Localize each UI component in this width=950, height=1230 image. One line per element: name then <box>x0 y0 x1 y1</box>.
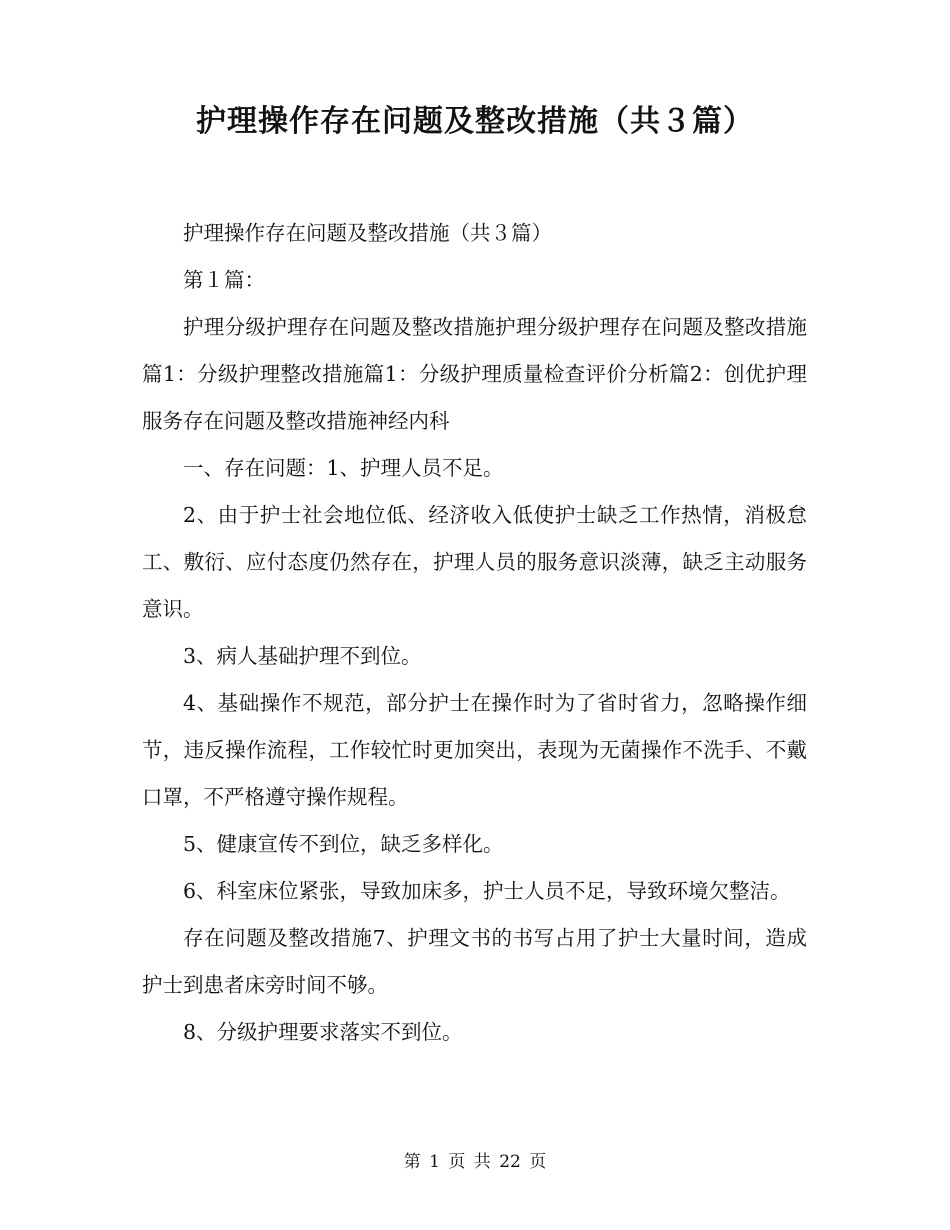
paragraph-item-7: 存在问题及整改措施7、护理文书的书写占用了护士大量时间，造成护士到患者床旁时间不够。 <box>142 926 807 997</box>
paragraph-item-4: 4、基础操作不规范，部分护士在操作时为了省时省力，忽略操作细节，违反操作流程，工作较忙时更加突出，表现为无菌操作不洗手、不戴口罩，不严格遵守操作规程。 <box>142 691 807 809</box>
paragraph-subtitle: 护理操作存在问题及整改措施（共３篇） <box>183 221 552 245</box>
paragraph-item-1: 一、存在问题：1、护理人员不足。 <box>183 456 504 480</box>
paragraph-item-5: 5、健康宣传不到位，缺乏多样化。 <box>183 832 504 856</box>
paragraph-item-8: 8、分级护理要求落实不到位。 <box>183 1020 463 1044</box>
paragraph-item-6: 6、科室床位紧张，导致加床多，护士人员不足，导致环境欠整洁。 <box>183 879 791 903</box>
page-footer: 第 1 页 共 22 页 <box>403 1152 547 1172</box>
paragraph-part-heading: 第１篇： <box>183 268 265 292</box>
paragraph-item-2: 2、由于护士社会地位低、经济收入低使护士缺乏工作热情，消极怠工、敷衍、应付态度仍然存在，护理人员的服务意识淡薄，缺乏主动服务意识。 <box>142 503 807 621</box>
paragraph-intro: 护理分级护理存在问题及整改措施护理分级护理存在问题及整改措施篇1：分级护理整改措施篇1：分级护理质量检查评价分析篇2：创优护理服务存在问题及整改措施神经内科 <box>142 315 807 433</box>
document-body <box>142 210 807 1056</box>
paragraph-item-3: 3、病人基础护理不到位。 <box>183 644 422 668</box>
page-title: 护理操作存在问题及整改措施（共３篇） <box>196 104 754 139</box>
